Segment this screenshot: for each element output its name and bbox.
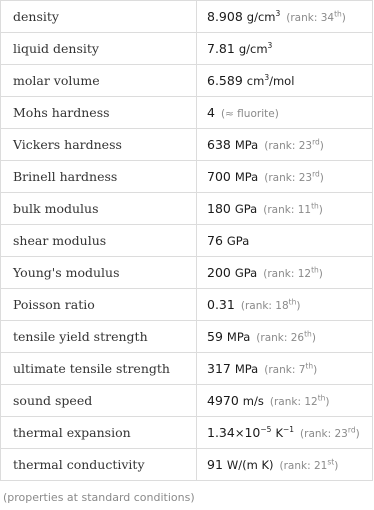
rank-annotation: (rank: 21st) bbox=[279, 457, 339, 472]
property-value bbox=[197, 225, 373, 257]
value-number: 7.81 bbox=[207, 41, 235, 56]
rank-annotation: (rank: 12th) bbox=[263, 265, 323, 280]
value-number: 317 bbox=[207, 361, 231, 376]
table-row bbox=[1, 161, 373, 193]
value-unit: MPa bbox=[234, 170, 259, 184]
value-unit: $K^{-1}$ bbox=[275, 425, 295, 440]
value-unit: GPa bbox=[234, 266, 258, 280]
value-number: 4 bbox=[207, 105, 215, 120]
rank-annotation: (rank: 7th) bbox=[264, 361, 318, 376]
property-name: Poisson ratio bbox=[1, 289, 197, 321]
property-name: ultimate tensile strength bbox=[1, 353, 197, 385]
table-row bbox=[1, 193, 373, 225]
rank-annotation: (rank: 18th) bbox=[240, 297, 301, 312]
table-row bbox=[1, 321, 373, 353]
property-value bbox=[197, 65, 373, 97]
value-unit: MPa bbox=[234, 138, 259, 152]
property-name: tensile yield strength bbox=[1, 321, 197, 353]
value-unit: GPa bbox=[226, 234, 250, 248]
value-unit: MPa bbox=[226, 330, 251, 344]
value-exponent: −5 bbox=[260, 424, 272, 434]
property-value bbox=[197, 353, 373, 385]
table-row bbox=[1, 97, 373, 129]
rank-annotation: (rank: 23rd) bbox=[264, 169, 324, 184]
property-value bbox=[197, 417, 373, 449]
property-value bbox=[197, 97, 373, 129]
rank-annotation: (rank: 11th) bbox=[263, 201, 323, 216]
value-unit: $g/cm^3$ bbox=[246, 9, 281, 24]
value-number: 180 bbox=[207, 201, 231, 216]
value-note: (≈ fluorite) bbox=[220, 108, 279, 120]
table-row bbox=[1, 225, 373, 257]
table-row bbox=[1, 353, 373, 385]
value-number: 4970 bbox=[207, 393, 239, 408]
value-number: 700 bbox=[207, 169, 231, 184]
value-number: 6.589 bbox=[207, 73, 243, 88]
property-value bbox=[197, 129, 373, 161]
value-unit: GPa bbox=[234, 202, 258, 216]
property-name: sound speed bbox=[1, 385, 197, 417]
property-name: Brinell hardness bbox=[1, 161, 197, 193]
table-row bbox=[1, 289, 373, 321]
rank-annotation: (rank: 12th) bbox=[269, 393, 330, 408]
table-row bbox=[1, 129, 373, 161]
value-number: 8.908 bbox=[207, 9, 243, 24]
property-value bbox=[197, 385, 373, 417]
rank-annotation: (rank: 23rd) bbox=[300, 425, 360, 440]
rank-annotation: (rank: 26th) bbox=[256, 329, 316, 344]
property-value bbox=[197, 193, 373, 225]
value-number: 1.34 bbox=[207, 425, 235, 440]
value-number: 638 bbox=[207, 137, 231, 152]
value-power-base: 10 bbox=[244, 425, 261, 440]
property-value bbox=[197, 321, 373, 353]
property-name: Vickers hardness bbox=[1, 129, 197, 161]
property-name: liquid density bbox=[1, 33, 197, 65]
property-name: shear modulus bbox=[1, 225, 197, 257]
table-row bbox=[1, 449, 373, 481]
table-row bbox=[1, 417, 373, 449]
property-name: bulk modulus bbox=[1, 193, 197, 225]
property-name: Mohs hardness bbox=[1, 97, 197, 129]
table-row bbox=[1, 385, 373, 417]
property-value bbox=[197, 1, 373, 33]
property-value bbox=[197, 257, 373, 289]
property-value bbox=[197, 449, 373, 481]
value-unit: MPa bbox=[234, 362, 259, 376]
table-row bbox=[1, 257, 373, 289]
property-value bbox=[197, 33, 373, 65]
rank-annotation: (rank: 23rd) bbox=[264, 137, 324, 152]
value-unit: m/s bbox=[242, 394, 264, 408]
property-name: Young's modulus bbox=[1, 257, 197, 289]
value-unit: $g/cm^3$ bbox=[238, 41, 273, 56]
value-times-sign: × bbox=[234, 426, 245, 440]
value-number: 76 bbox=[207, 233, 223, 248]
rank-annotation: (rank: 34th) bbox=[286, 9, 346, 24]
property-value bbox=[197, 289, 373, 321]
property-name: density bbox=[1, 1, 197, 33]
table-row bbox=[1, 1, 373, 33]
value-number: 0.31 bbox=[207, 297, 235, 312]
property-name: thermal expansion bbox=[1, 417, 197, 449]
value-unit: $cm^3$/mol bbox=[246, 73, 295, 88]
value-number: 59 bbox=[207, 329, 223, 344]
table-row bbox=[1, 33, 373, 65]
value-number: 200 bbox=[207, 265, 231, 280]
property-name: molar volume bbox=[1, 65, 197, 97]
property-value bbox=[197, 161, 373, 193]
value-unit: W/(m K) bbox=[226, 458, 274, 472]
value-number: 91 bbox=[207, 457, 223, 472]
footnote: (properties at standard conditions) bbox=[3, 491, 195, 504]
table-row bbox=[1, 65, 373, 97]
property-name: thermal conductivity bbox=[1, 449, 197, 481]
